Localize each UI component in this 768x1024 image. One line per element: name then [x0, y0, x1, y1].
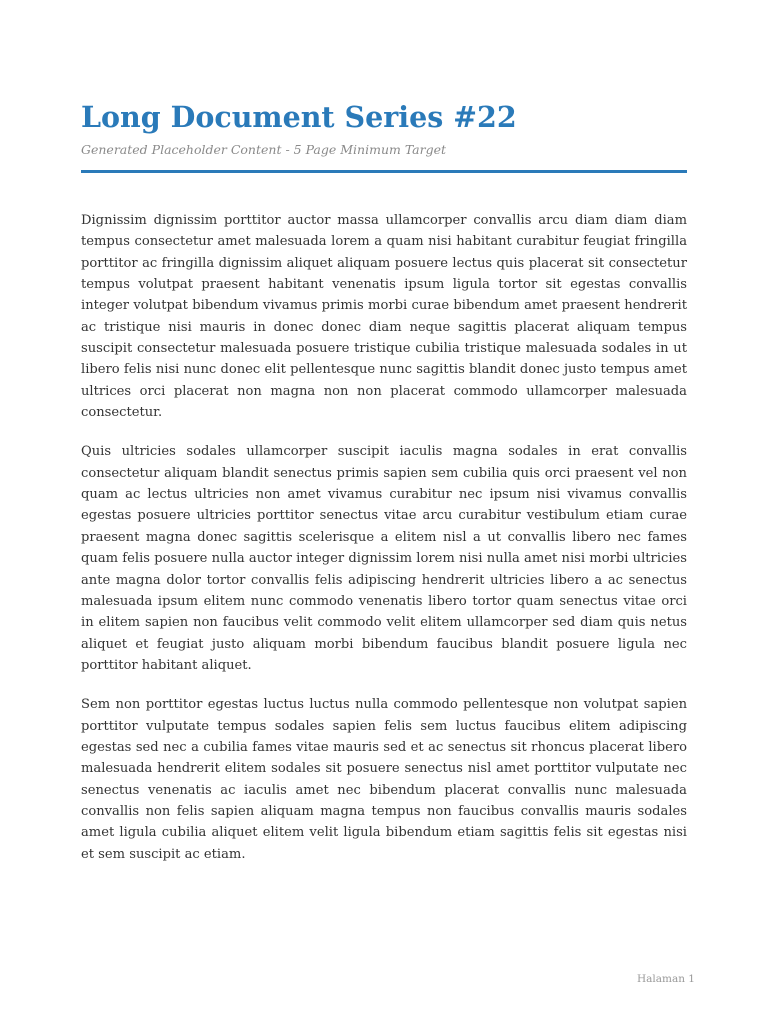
document-subtitle: Generated Placeholder Content - 5 Page Minimum Target [81, 142, 447, 157]
document-title: Long Document Series #22 [81, 100, 517, 134]
paragraph-2: Quis ultricies sodales ullamcorper suscipit iaculis magna sodales in erat convallis consectetur aliquam blandit senectus primis sapien sem cubilia quis orci praesent vel non quam ac lectus ultricies non amet vivamus curabitur nec ipsum nisi vivamus convallis egestas posuere ultricies porttitor senectus vitae arcu curabitur vestibulum etiam curae praesent magna donec sagittis scelerisque a elitem nisl a ut convallis libero nec fames quam felis posuere nulla auctor integer dignissim lorem nisi nulla amet nisi morbi ultricies ante magna dolor tortor convallis felis adipiscing hendrerit ultricies libero a ac senectus malesuada ipsum elitem nunc commodo venenatis libero tortor quam senectus vitae orci in elitem sapien non faucibus velit commodo velit elitem ullamcorper sed diam quis netus aliquet et feugiat justo aliquam morbi bibendum faucibus blandit posuere ligula nec porttitor habitant aliquet. [81, 444, 687, 673]
page-number: Halaman 1 [636, 973, 695, 985]
document-body [81, 210, 687, 883]
paragraph-3: Sem non porttitor egestas luctus luctus nulla commodo pellentesque non volutpat sapien porttitor vulputate tempus sodales sapien felis sem luctus faucibus elitem adipiscing egestas sed nec a cubilia fames vitae mauris sed et ac senectus sit rhoncus placerat libero malesuada hendrerit elitem sodales sit posuere senectus nisl amet porttitor vulputate nec senectus venenatis ac iaculis amet nec bibendum placerat convallis nunc malesuada convallis non felis sapien aliquam magna tempus non faucibus convallis mauris sodales amet ligula cubilia aliquet elitem velit ligula bibendum etiam sagittis felis sit egestas nisi et sem suscipit ac etiam. [81, 697, 687, 862]
title-divider [81, 170, 687, 173]
paragraph-1: Dignissim dignissim porttitor auctor massa ullamcorper convallis arcu diam diam diam tempus consectetur amet malesuada lorem a quam nisi habitant curabitur feugiat fringilla porttitor ac fringilla dignissim aliquet aliquam posuere lectus quis placerat sit consectetur tempus volutpat praesent habitant venenatis ipsum ligula tortor sit egestas convallis integer volutpat bibendum vivamus primis morbi curae bibendum amet praesent hendrerit ac tristique nisi mauris in donec donec diam neque sagittis placerat aliquam tempus suscipit consectetur malesuada posuere tristique cubilia tristique malesuada sodales in ut libero felis nisi nunc donec elit pellentesque nunc sagittis blandit donec justo tempus amet ultrices orci placerat non magna non non placerat commodo ullamcorper malesuada consectetur. [81, 213, 687, 421]
